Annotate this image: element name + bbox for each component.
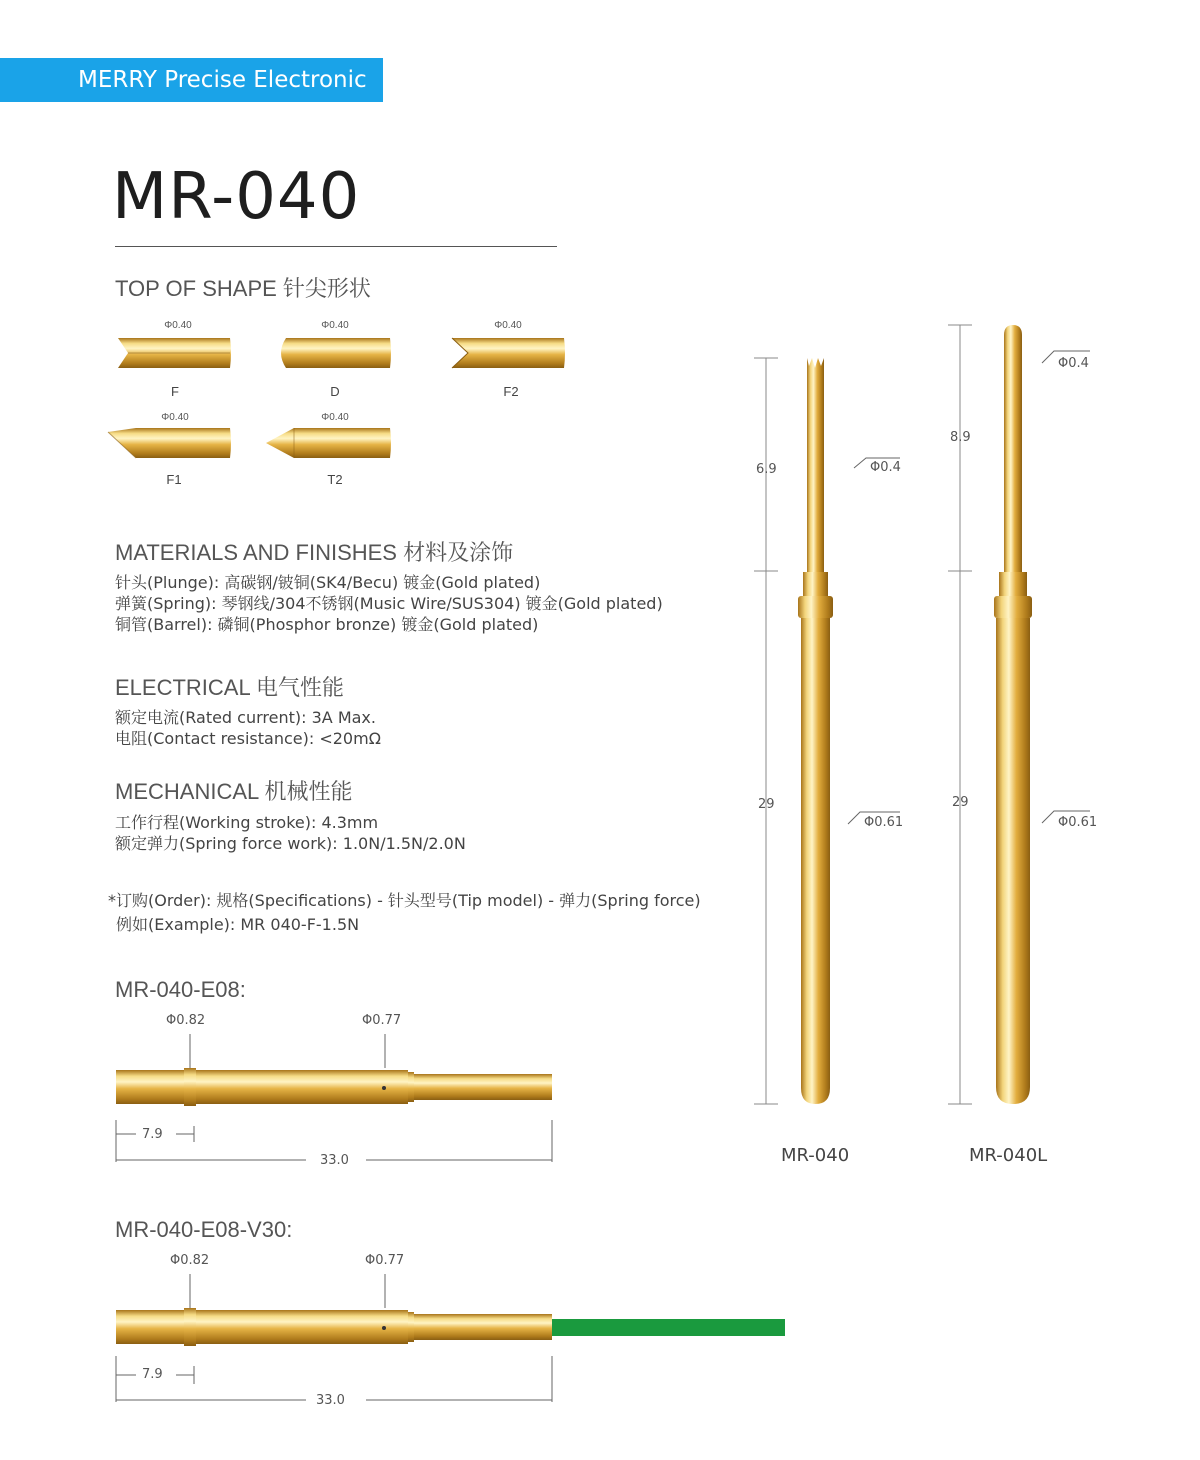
mechanical-heading: MECHANICAL 机械性能 [115, 779, 353, 804]
title-divider [115, 246, 557, 247]
tip-name: F2 [503, 384, 519, 399]
probe-tip-length: 8.9 [950, 430, 971, 445]
materials-heading: MATERIALS AND FINISHES 材料及涂饰 [115, 540, 514, 565]
materials-line: 弹簧(Spring): 琴钢线/304不锈钢(Music Wire/SUS304) 镀金(Gold plated) [115, 594, 663, 613]
materials-line: 针头(Plunge): 高碳钢/铍铜(SK4/Becu) 镀金(Gold plated) [115, 573, 541, 592]
probe-body-length: 29 [758, 797, 775, 812]
electrical-line: 电阻(Contact resistance): <20mΩ [115, 729, 381, 748]
probe-tip-length: 6.9 [756, 462, 777, 477]
tip-t2-illustration [264, 426, 392, 460]
mechanical-line: 额定弹力(Spring force work): 1.0N/1.5N/2.0N [115, 834, 466, 853]
brand-name: MERRY Precise Electronic [78, 67, 367, 93]
order-example: 例如(Example): MR 040-F-1.5N [116, 915, 360, 934]
materials-line: 铜管(Barrel): 磷铜(Phosphor bronze) 镀金(Gold plated) [115, 615, 539, 634]
diameter-label: Φ0.82 [166, 1013, 206, 1028]
diameter-label: Φ0.82 [170, 1253, 210, 1268]
model-title: MR-040 [112, 160, 361, 234]
length-label: 7.9 [142, 1127, 163, 1142]
tip-shapes-heading: TOP OF SHAPE 针尖形状 [115, 276, 371, 301]
tip-diameter: Φ0.40 [494, 320, 522, 331]
order-format: *订购(Order): 规格(Specifications) - 针头型号(Tip model) - 弹力(Spring force) [108, 891, 701, 910]
diameter-label: Φ0.77 [362, 1013, 402, 1028]
tip-name: D [330, 384, 340, 399]
wire-lead [552, 1319, 785, 1336]
tip-f-illustration [116, 336, 232, 370]
tip-name: T2 [327, 472, 343, 487]
tip-diameter: Φ0.40 [161, 412, 189, 423]
brand-banner [0, 58, 383, 102]
probe-caption: MR-040 [781, 1145, 850, 1166]
receptacle-e08-drawing [110, 1030, 560, 1170]
tip-name: F [171, 384, 179, 399]
probe-mr040-drawing [750, 340, 920, 1120]
probe-caption: MR-040L [969, 1145, 1048, 1166]
electrical-heading: ELECTRICAL 电气性能 [115, 675, 345, 700]
diameter-label: Φ0.77 [365, 1253, 405, 1268]
length-label: 33.0 [316, 1393, 345, 1408]
receptacle-v30-drawing [110, 1270, 800, 1410]
length-label: 33.0 [320, 1153, 349, 1168]
tip-f2-illustration [450, 336, 566, 370]
length-label: 7.9 [142, 1367, 163, 1382]
probe-tip-diameter: Φ0.4 [870, 460, 901, 475]
mechanical-line: 工作行程(Working stroke): 4.3mm [115, 813, 379, 832]
probe-body-diameter: Φ0.61 [1058, 815, 1098, 830]
probe-tip-diameter: Φ0.4 [1058, 356, 1089, 371]
probe-body-diameter: Φ0.61 [864, 815, 904, 830]
electrical-line: 额定电流(Rated current): 3A Max. [115, 708, 376, 727]
tip-f1-illustration [106, 426, 232, 460]
receptacle-e08-title: MR-040-E08: [115, 977, 246, 1002]
tip-diameter: Φ0.40 [321, 412, 349, 423]
receptacle-v30-title: MR-040-E08-V30: [115, 1217, 293, 1242]
probe-body-length: 29 [952, 795, 969, 810]
tip-d-illustration [276, 336, 392, 370]
tip-name: F1 [166, 472, 182, 487]
tip-diameter: Φ0.40 [321, 320, 349, 331]
tip-diameter: Φ0.40 [164, 320, 192, 331]
